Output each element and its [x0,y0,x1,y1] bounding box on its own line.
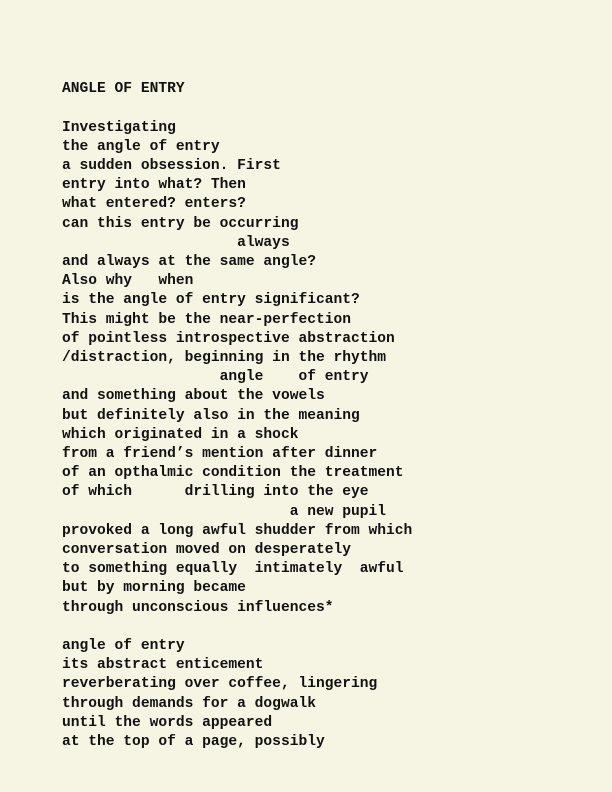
poem-line: of which drilling into the eye [62,484,369,500]
poem-line: and something about the vowels [62,388,325,404]
poem-line: conversation moved on desperately [62,542,352,558]
poem-line: a new pupil [62,504,387,520]
poem-line: what entered? enters? [62,196,246,212]
poem-line: This might be the near-perfection [62,312,352,328]
poem-line: the angle of entry [62,139,220,155]
poem-line: at the top of a page, possibly [62,734,325,750]
poem-line: a sudden obsession. First [62,158,281,174]
poem-line: is the angle of entry significant? [62,292,360,308]
poem-line: can this entry be occurring [62,216,299,232]
poem-line: always [62,235,290,251]
poem-line: to something equally intimately awful [62,561,404,577]
poem-line: from a friend’s mention after dinner [62,446,378,462]
poem-line: of pointless introspective abstraction [62,331,395,347]
poem-line: which originated in a shock [62,427,299,443]
poem-line: provoked a long awful shudder from which [62,523,413,539]
poem-line: /distraction, beginning in the rhythm [62,350,387,366]
poem-line: its abstract enticement [62,657,264,673]
poem-line: through demands for a dogwalk [62,696,316,712]
poem-line: entry into what? Then [62,177,246,193]
poem-line: Also why when [62,273,194,289]
poem-line: until the words appeared [62,715,273,731]
poem-title: ANGLE OF ENTRY [62,81,185,97]
poem-line: reverberating over coffee, lingering [62,676,378,692]
poem-line: through unconscious influences* [62,600,334,616]
poem-line: angle of entry [62,638,185,654]
poem-line: but definitely also in the meaning [62,408,360,424]
poem-line: Investigating [62,120,176,136]
poem-line: and always at the same angle? [62,254,316,270]
poem-line: angle of entry [62,369,369,385]
poem-line: of an opthalmic condition the treatment [62,465,404,481]
poem-line: but by morning became [62,580,246,596]
